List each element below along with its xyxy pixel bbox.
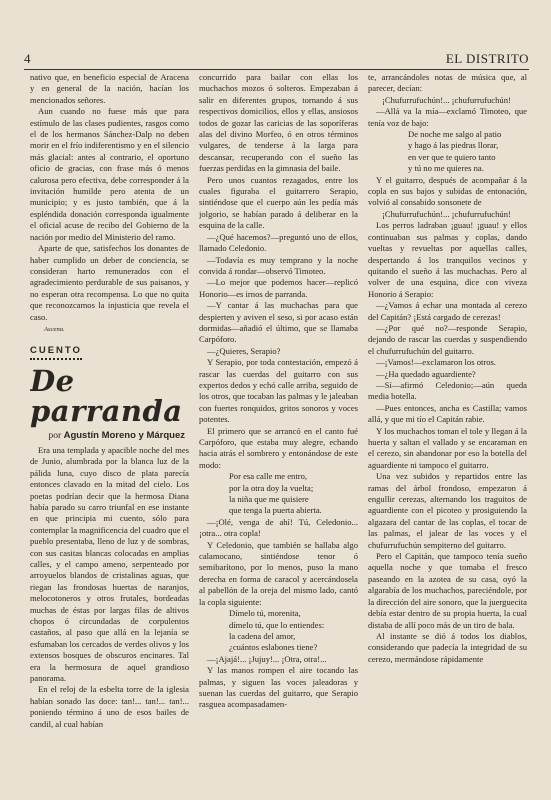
paragraph: —¿Ha quedado aguardiente? — [376, 368, 476, 379]
paragraph: —¿Vamos á echar una montada al cerezo del Capitán? ¡Está cargado de cerezas! — [368, 300, 527, 322]
paragraph: Y Serapio, por toda contestación, empezó á rascar las cuerdas del guitarro con sus expertos dedos y echó calle arriba, seguido de los otros, que tocaban las palmas y le jaleaban con fuertes ronquidos, gritos sonoros y voces potentes. — [199, 357, 358, 425]
paragraph: Aun cuando no fuese más que para estímulo de las clases pudientes, rasgos como el de los hermanos Sánchez-Dalp no deben morir en el frío indiferentismo y en el silencio más glacial: antes al contrario, el oportuno oficio de gracias, con frase más ó menos calurosa pero efectiva, debe corresponder á la invitación humilde pero atenta de un municipio; y es justo también, que á la espléndida donación corresponda igualmente el oficial acuse de recibo del Gobierno de la nación por medio del Ministerio del ramo. — [30, 106, 189, 242]
paragraph: Y el guitarro, después de acompañar á la copla en sus bajos y subidas de entonación, volvió al consabido sonsonete de — [368, 174, 527, 208]
page-number: 4 — [24, 51, 31, 66]
verse-line: Dímelo tú, morenita, — [229, 608, 301, 619]
story-title: De parranda — [30, 363, 183, 428]
paragraph: —Y cantar á las muchachas para que despierten y aviven el seso, si por acaso están dormidas—añadió el último, que se llamaba Carpóforo. — [199, 300, 358, 345]
paragraph: Y los muchachos toman el tole y llegan á la huerta y saltan el vallado y se encaraman en el cerezo, sin abandonar por eso la botella del aguardiente ni tampoco el guitarro. — [368, 425, 527, 470]
paragraph: —¡Ajajá!... ¡Jujuy!... ¡Otra, otra!... — [207, 653, 327, 664]
page-header — [24, 45, 529, 70]
column-2 — [199, 72, 358, 788]
paragraph: —¿Por qué no?—responde Serapio, dejando de rascar las cuerdas y suspendiendo el chufurrufuchún del guitarro. — [368, 322, 527, 356]
verse-line: que tenga la puerta abierta. — [229, 505, 322, 516]
paragraph: nativo que, en beneficio especial de Aracena y en general de la nación, hacían los mencionados señores. — [30, 72, 189, 105]
paragraph: Los perros ladraban ¡guau! ¡guau! y ellos continuaban sus palmas y coplas, dando vueltas y revueltas por aquellas calles, despertando á los tranquilos vecinos y quitando el sueño á las muchachas. Pero al volver de una esquina, dice con viveza Honorio á Serapio: — [368, 220, 527, 299]
verse-line: ¿cuántos eslabones tiene? — [229, 642, 318, 653]
verse-line: y hago á las piedras llorar, — [408, 140, 499, 151]
paragraph: Una vez subidos y repartidos entre las ramas del árbol frondoso, empezaron á engullir cerezas, alternando los traguitos de aguardiente con el picoteo y prosiguiendo la algazara del cantar de las coplas, el tocar de las palmas, el jalear de las voces y el chufurrufuchún sempiterno del guitarro. — [368, 471, 527, 550]
journal-title: EL DISTRITO — [445, 51, 529, 66]
paragraph: En el reloj de la esbelta torre de la iglesia habían sonado las doce: tan!... tan!... tan!... poniendo término á uno de esos bailes de candil, al cual habían — [30, 684, 189, 729]
verse-line: Por esa calle me entro, — [229, 471, 308, 482]
paragraph: —Sí—afirmó Celedonio;—aún queda media botella. — [368, 379, 527, 402]
paragraph: Pero el Capitán, que tampoco tenía sueño aquella noche y que tomaba el fresco paseando en la azotea de su casa, oyó la algarabía de los muchachos, pareciéndole, por la dirección del aire sonoro, que la juerguecita debía estar dentro de su propia huerta, la cual distaba de allí poco más de un tiro de bala. — [368, 551, 527, 630]
paragraph: —¿Quieres, Serapio? — [207, 345, 281, 356]
paragraph: Y Celedonio, que también se hallaba algo calamocano, sintiéndose tenor ó semibarítono, por lo menos, puso la mano derecha en forma de caracol y acercándosela al pabellón de la oreja del mismo lado, cantó la copla siguiente: — [199, 539, 358, 607]
paragraph: concurrido para bailar con ellas los muchachos mozos ó solteros. Empezaban á salir en diferentes grupos, tornando á sus respectivos domicilios, ellos y ellas, ansiosos todos de gozar las caricias de las soporíferas alas del divino Morfeo, ó en otros términos vulgares, de tenderse á la larga para descansar, recuperando con el sueño las fuerzas perdidas en la gimnasia del baile. — [199, 72, 358, 174]
byline — [30, 430, 185, 441]
paragraph: —Lo mejor que podemos hacer—replicó Honorio—es irnos de parranda. — [199, 277, 358, 299]
byline-author: Agustín Moreno y Márquez — [63, 429, 185, 441]
paragraph: —¡Vamos!—exclamaron los otros. — [376, 357, 497, 368]
verse-line: De noche me salgo al patio — [408, 129, 502, 140]
paragraph: —Allá va la mía—exclamó Timoteo, que tenía voz de bajo: — [368, 106, 527, 128]
paragraph: —¡Olé, venga de ahí! Tú, Celedonio... ¡otra... otra copla! — [199, 516, 358, 539]
verse-line: dímelo tú, que lo entiendes: — [229, 619, 325, 630]
verse-line: en ver que te quiero tanto — [408, 151, 496, 162]
paragraph: —¿Qué hacemos?—preguntó uno de ellos, llamado Celedonio. — [199, 231, 358, 254]
paragraph: Y las manos rompen el aire tocando las palmas, y siguen las voces jaleadoras y suenan las cuerdas del guitarro, que Serapio rasguea acompasadamen- — [199, 665, 358, 710]
column-3 — [368, 72, 527, 788]
paragraph: Aparte de que, satisfechos los donantes de haber cumplido un deber de conciencia, se consideran harto remunerados con el agradecimiento perdurable de sus paisanos, y no esperan otra recompensa. Lo que no quita que reconozcamos la injusticia que revela el caso. — [30, 243, 189, 322]
verse-line: la niña que me quisiere — [229, 494, 309, 505]
paragraph: —Todavía es muy temprano y la noche convida á rondar—observó Timoteo. — [199, 254, 358, 276]
paragraph: El primero que se arrancó en el canto fué Carpóforo, que estaba muy alegre, echando hacia atrás el sombrero y entonándose de este modo: — [199, 425, 358, 470]
verse-line: y tú no me quieres na. — [408, 163, 484, 174]
onomatopoeia-line: ¡Chufurrufuchún!... ¡chufurrufuchún! — [382, 94, 511, 105]
paragraph: Al instante se dió á todos los diablos, considerando que padecía la integridad de su cerezo, mermándose rápidamente — [368, 630, 527, 664]
paragraph: Pero unos cuantos rezagados, entre los cuales figuraba el guitarrero Serapio, sintiéndose que el cuerpo aún les pedía más jolgorio, se habían parado á deliberar en la esquina de la calle. — [199, 174, 358, 231]
column-1 — [30, 72, 189, 788]
paragraph: Era una templada y apacible noche del mes de Junio, alumbrada por la blanca luz de la pálida luna, cuyo disco de plata parecía entonces clavado en la mitad del cielo. Los poetas podrían decir que la hermosa Diana había parado su carro triunfal en ese instante en que principia mi cuento, sólo para contemplar la magnificencia del cuadro que el pueblo presentaba, lleno de luz y de sombras, con sus casitas blancas colocadas en amplias calles, y el campo ameno, serpenteado por arroyuelos blandos de cristalinas aguas, que riegan las frondosas huertas de naranjos, melocotoneros y otros frutales, bordeadas muchas de éstas por largas filas de altivos chopos ó circundadas de corpulentos castaños, al paso que allá en la lejanía se esfumaban los cercados de verdes olivos y los extensos bosques de obscuros encinares. Tal era la hermosura de aquel grandioso panorama. — [30, 444, 189, 684]
paragraph: —Pues entonces, ancha es Castilla; vamos allá, y que mi tío el Capitán rabie. — [368, 402, 527, 425]
text-columns — [30, 72, 527, 788]
byline-prefix: por — [48, 430, 62, 441]
verse-line: por la otra doy la vuelta; — [229, 482, 314, 493]
paragraph: te, arrancándoles notas de música que, al parecer, decían: — [368, 72, 527, 94]
onomatopoeia-line: ¡Chufurrufuchún!... ¡chufurrufuchún! — [382, 208, 511, 219]
section-label: CUENTO — [30, 345, 82, 360]
verse-line: la cadena del amor, — [229, 630, 296, 641]
article-signature: Ascena. — [44, 325, 65, 333]
